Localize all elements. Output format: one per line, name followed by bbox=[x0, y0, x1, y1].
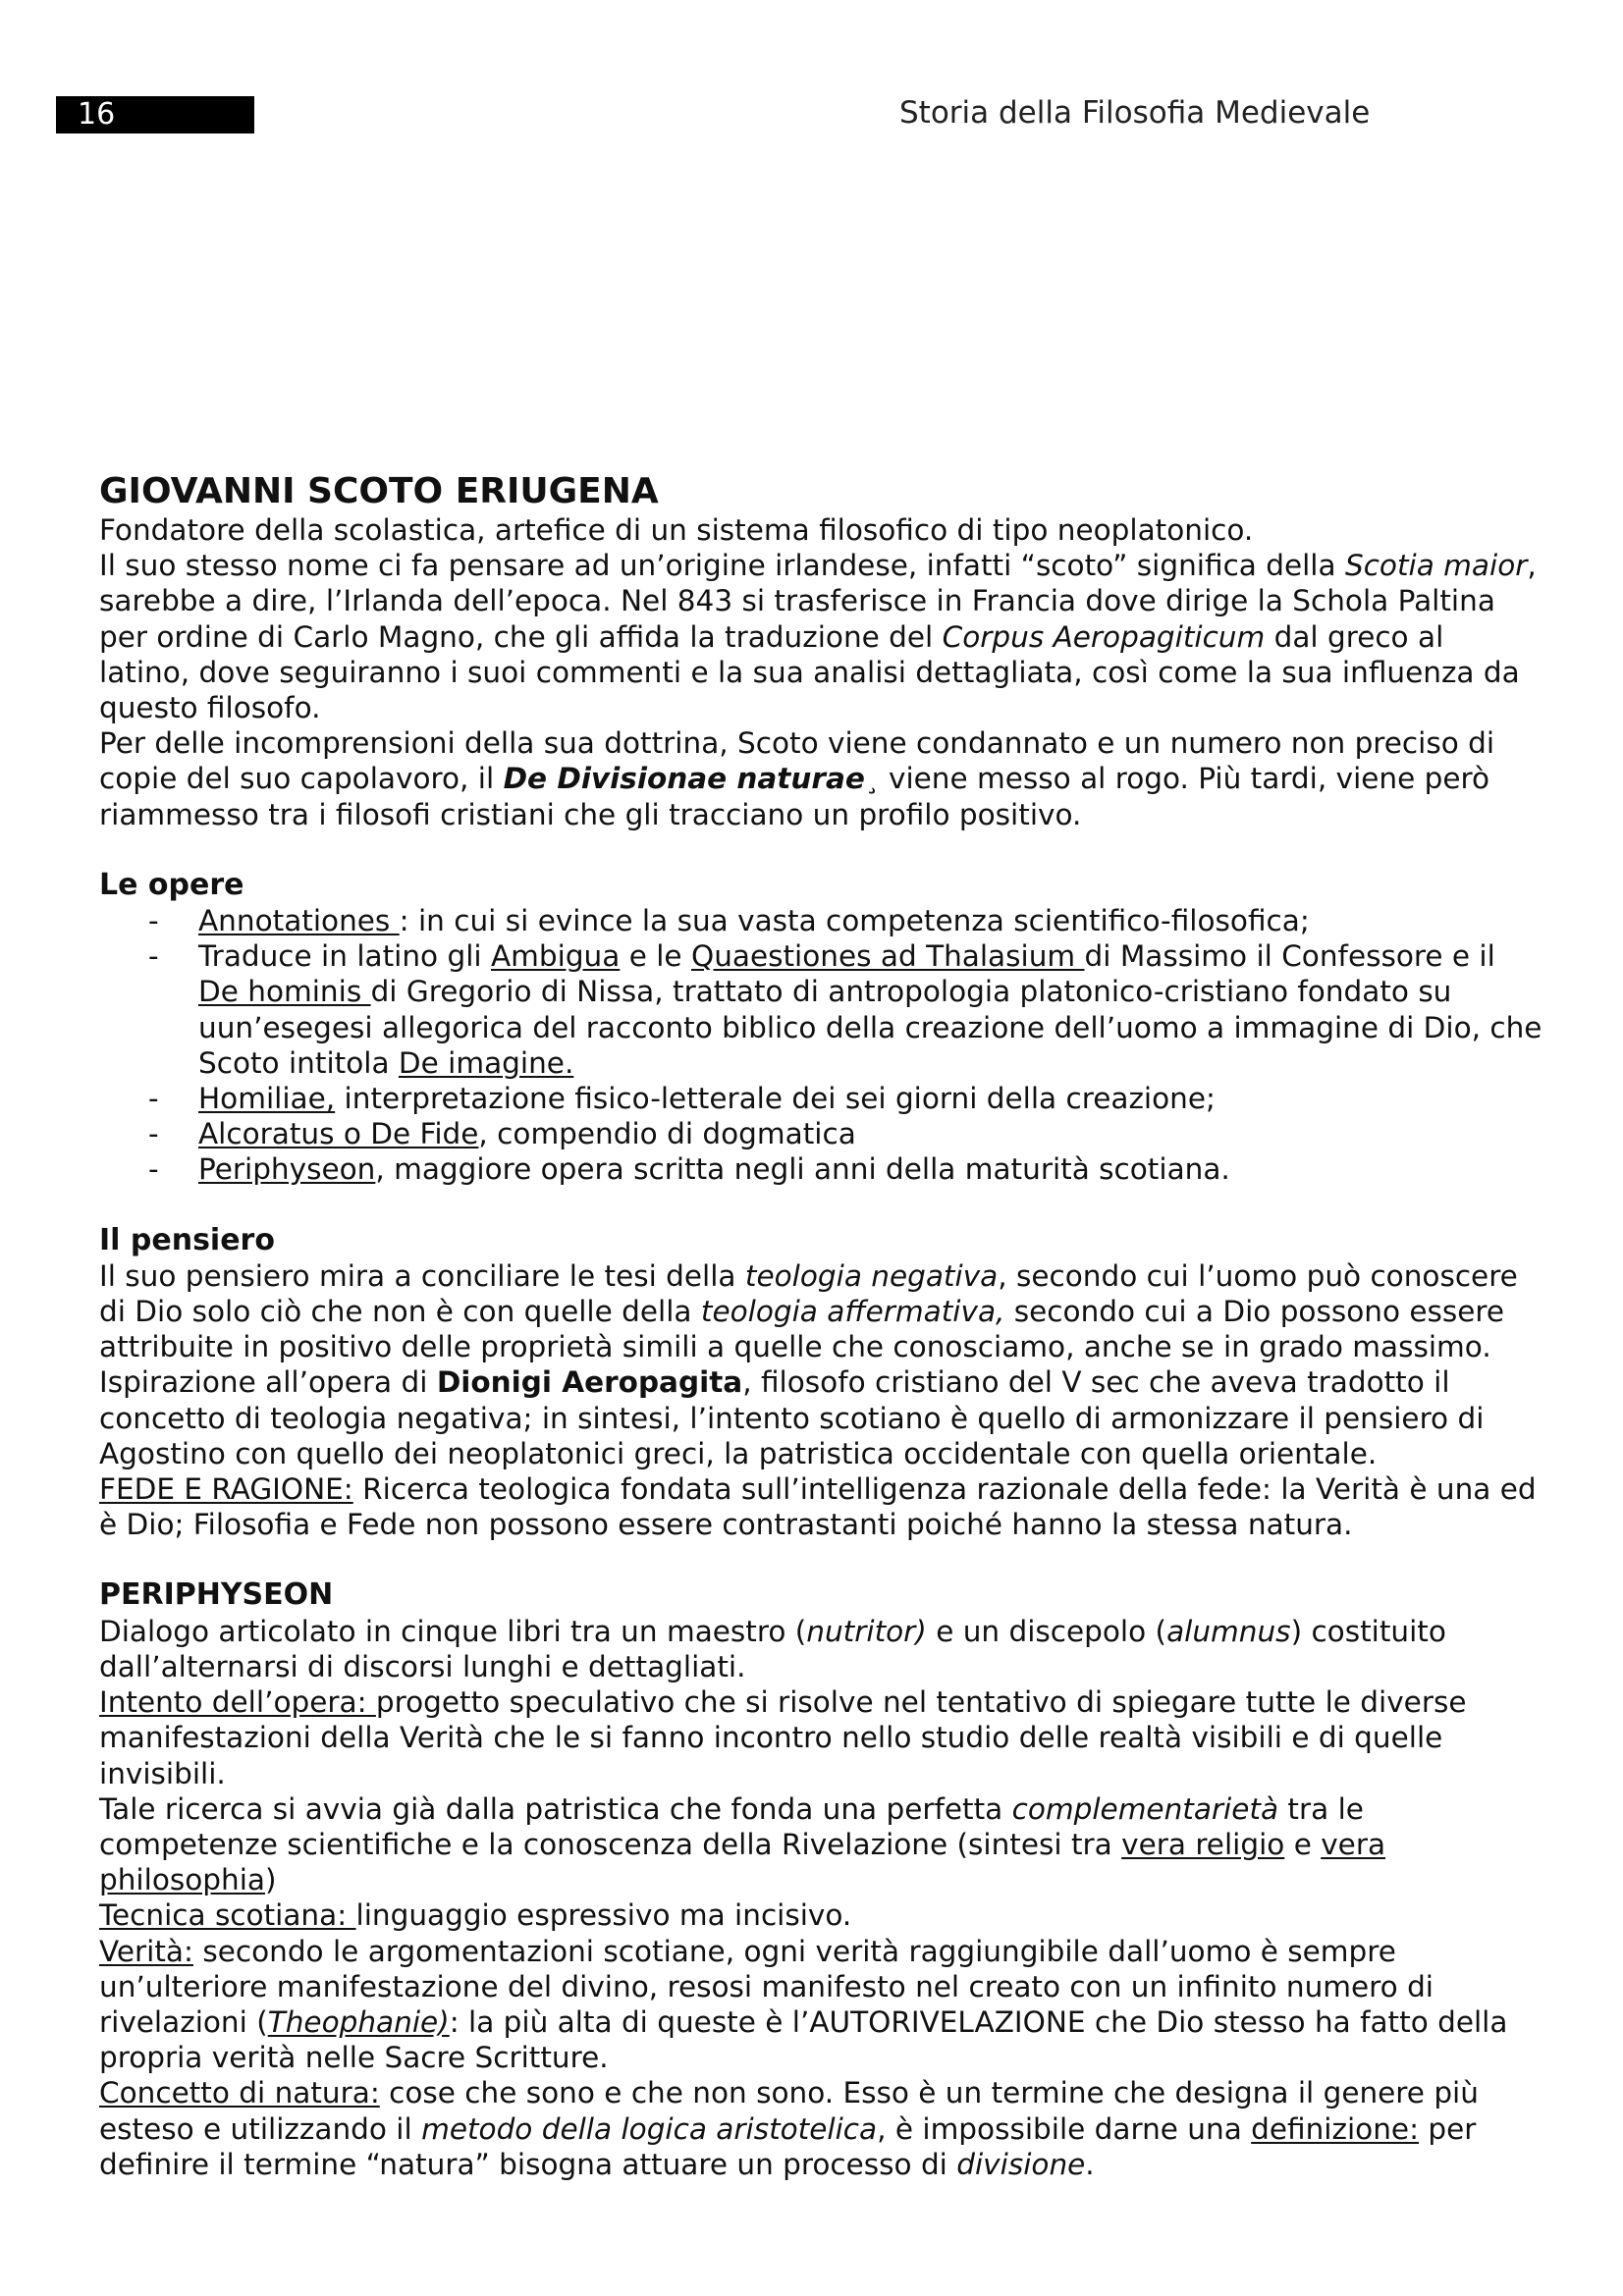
works-heading: Le opere bbox=[99, 867, 244, 902]
periphyseon-paragraph-5: Verità: secondo le argomentazioni scotiane, ogni verità raggiungibile dall’uomo è sempre un’ulteriore manifestazione del divino, resosi manifesto nel creato con un infinito numero di rivelazioni (Theophanie): la più alta di queste è l’AUTORIVELAZIONE che Dio stesso ha fatto della propria verità nelle Sacre Scritture. bbox=[99, 1934, 1508, 2075]
intro-paragraph-1: Fondatore della scolastica, artefice di un sistema filosofico di tipo neoplatonico. bbox=[99, 513, 1254, 547]
works-list bbox=[99, 903, 1542, 1188]
list-item: - Annotationes : in cui si evince la sua vasta competenza scientifico-filosofica; bbox=[148, 904, 1310, 938]
list-item: - Alcoratus o De Fide, compendio di dogmatica bbox=[148, 1117, 856, 1151]
spacer bbox=[99, 832, 1542, 868]
thought-paragraph-1: Il suo pensiero mira a conciliare le tesi della teologia negativa, secondo cui l’uomo può conoscere di Dio solo ciò che non è con quelle della teologia affermativa, secondo cui a Dio possono essere attribuite in positivo delle proprietà simili a quelle che conosciamo, anche se in grado massimo. Ispirazione all’opera di Dionigi Aeropagita, filosofo cristiano del V sec che aveva tradotto il concetto di teologia negativa; in sintesi, l’intento scotiano è quello di armonizzare il pensiero di Agostino con quello dei neoplatonici greci, la patristica occidentale con quella orientale. bbox=[99, 1258, 1518, 1470]
spacer bbox=[99, 1542, 1542, 1577]
periphyseon-paragraph-2: Intento dell’opera: progetto speculativo che si risolve nel tentativo di spiegare tutte le diverse manifestazioni della Verità che le si fanno incontro nello studio delle realtà visibili e di quelle invisibili. bbox=[99, 1685, 1467, 1790]
periphyseon-paragraph-3: Tale ricerca si avvia già dalla patristica che fonda una perfetta complementarietà tra le competenze scientifiche e la conoscenza della Rivelazione (sintesi tra vera religio e vera philosophia) bbox=[99, 1791, 1386, 1897]
list-item: - Traduce in latino gli Ambigua e le Quaestiones ad Thalasium di Massimo il Confessore e il De hominis di Gregorio di Nissa, trattato di antropologia platonico-cristiano fondato su uun’esegesi allegorica del racconto biblico della creazione dell’uomo a immagine di Dio, che Scoto intitola De imagine. bbox=[148, 939, 1542, 1080]
periphyseon-paragraph-4: Tecnica scotiana: linguaggio espressivo ma incisivo. bbox=[99, 1898, 852, 1933]
list-item: - Homiliae, interpretazione fisico-letterale dei sei giorni della creazione; bbox=[148, 1082, 1216, 1116]
page-number: 16 bbox=[56, 96, 254, 133]
thought-paragraph-2: FEDE E RAGIONE: Ricerca teologica fondata sull’intelligenza razionale della fede: la Verità è una ed è Dio; Filosofia e Fede non possono essere contrastanti poiché hanno la stessa natura. bbox=[99, 1472, 1537, 1542]
periphyseon-paragraph-6: Concetto di natura: cose che sono e che non sono. Esso è un termine che designa il genere più esteso e utilizzando il metodo della logica aristotelica, è impossibile darne una definizione: per definire il termine “natura” bisogna attuare un processo di divisione. bbox=[99, 2076, 1479, 2181]
periphyseon-heading: PERIPHYSEON bbox=[99, 1577, 334, 1613]
intro-paragraph-2: Il suo stesso nome ci fa pensare ad un’origine irlandese, infatti “scoto” significa della Scotia maior, sarebbe a dire, l’Irlanda dell’epoca. Nel 843 si trasferisce in Francia dove dirige la Schola Paltina per ordine di Carlo Magno, che gli affida la traduzione del Corpus Aeropagiticum dal greco al latino, dove seguiranno i suoi commenti e la sua analisi dettagliata, così come la sua influenza da questo filosofo. bbox=[99, 549, 1537, 725]
intro-paragraph-3: Per delle incomprensioni della sua dottrina, Scoto viene condannato e un numero non preciso di copie del suo capolavoro, il De Divisionae naturae¸ viene messo al rogo. Più tardi, viene però riammesso tra i filosofi cristiani che gli tracciano un profilo positivo. bbox=[99, 726, 1495, 831]
thought-heading: Il pensiero bbox=[99, 1222, 275, 1257]
page-title: GIOVANNI SCOTO ERIUGENA bbox=[99, 471, 659, 511]
list-item: - Periphyseon, maggiore opera scritta negli anni della maturità scotiana. bbox=[148, 1152, 1230, 1187]
periphyseon-paragraph-1: Dialogo articolato in cinque libri tra un maestro (nutritor) e un discepolo (alumnus) costituito dall’alternarsi di discorsi lunghi e dettagliati. bbox=[99, 1614, 1446, 1683]
document-body bbox=[99, 471, 1542, 2182]
running-header: Storia della Filosofia Medievale bbox=[899, 95, 1371, 131]
spacer bbox=[99, 1188, 1542, 1223]
